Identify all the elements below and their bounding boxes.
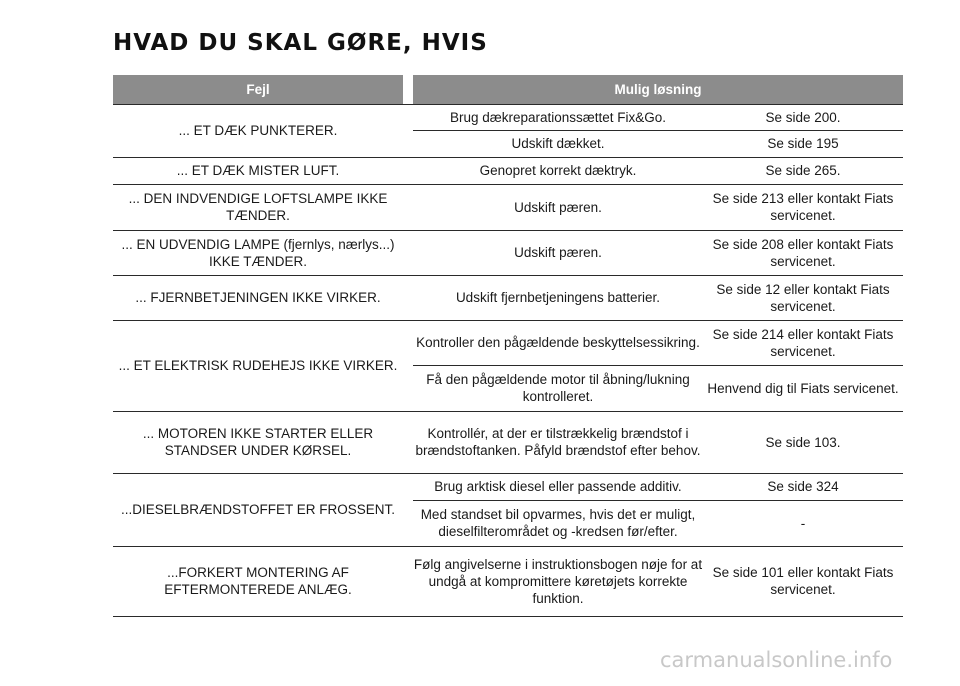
ref-cell: Se side 12 eller kontakt Fiats servicenet. (716, 281, 890, 314)
fault-cell: ...FORKERT MONTERING AF EFTERMONTEREDE ANLÆG. (164, 565, 352, 597)
page-title: HVAD DU SKAL GØRE, HVIS (113, 30, 488, 56)
action-cell: Med standset bil opvarmes, hvis det er muligt, dieselfilterområdet og -kredsen før/efter. (420, 507, 696, 539)
ref-cell: Se side 101 eller kontakt Fiats servicenet. (712, 565, 894, 597)
fault-cell: ... ET DÆK PUNKTERER. (178, 123, 338, 138)
action-cell: Kontrollér, at der er tilstrækkelig brændstof i brændstoftanken. Påfyld brændstof efter behov. (415, 426, 701, 458)
ref-cell: - (800, 515, 806, 531)
action-cell: Følg angivelserne i instruktionsbogen nøje for at undgå at kompromittere køretøjets korrekte funktion. (413, 556, 703, 606)
fault-cell: ... DEN INDVENDIGE LOFTSLAMPE IKKE TÆNDER. (128, 191, 388, 223)
ref-cell: Se side 195 (767, 136, 839, 151)
fault-cell: ... ET ELEKTRISK RUDEHEJS IKKE VIRKER. (118, 358, 398, 373)
action-cell: Brug arktisk diesel eller passende additiv. (434, 479, 682, 494)
ref-cell: Se side 265. (765, 163, 841, 178)
action-cell: Udskift dækket. (511, 136, 605, 151)
watermark: carmanualsonline.info (660, 648, 893, 672)
action-cell: Udskift pæren. (514, 199, 602, 215)
row-divider (113, 616, 903, 617)
action-cell: Kontroller den pågældende beskyttelsessikring. (416, 335, 700, 350)
fault-cell: ... EN UDVENDIG LAMPE (fjernlys, nærlys...) IKKE TÆNDER. (121, 236, 395, 269)
action-cell: Få den pågældende motor til åbning/lukning kontrolleret. (426, 372, 690, 404)
ref-cell: Se side 208 eller kontakt Fiats servicenet. (712, 236, 894, 269)
action-cell: Udskift pæren. (514, 245, 602, 260)
fault-cell: ... FJERNBETJENINGEN IKKE VIRKER. (135, 290, 381, 305)
action-cell: Brug dækreparationssættet Fix&Go. (449, 109, 667, 125)
header-divider (113, 104, 903, 105)
ref-cell: Se side 213 eller kontakt Fiats servicenet. (712, 191, 894, 223)
ref-cell: Henvend dig til Fiats servicenet. (707, 380, 899, 396)
fault-cell: ... MOTOREN IKKE STARTER ELLER STANDSER UNDER KØRSEL. (142, 426, 374, 458)
ref-cell: Se side 214 eller kontakt Fiats servicenet. (712, 326, 894, 359)
header-solution: Mulig løsning (413, 75, 903, 104)
fault-cell: ...DIESELBRÆNDSTOFFET ER FROSSENT. (120, 502, 396, 517)
ref-cell: Se side 103. (765, 434, 841, 450)
action-cell: Genopret korrekt dæktryk. (479, 163, 637, 178)
ref-cell: Se side 324 (767, 479, 839, 494)
fault-cell: ... ET DÆK MISTER LUFT. (176, 163, 340, 178)
ref-cell: Se side 200. (765, 109, 841, 125)
action-cell: Udskift fjernbetjeningens batterier. (455, 290, 661, 305)
header-fault: Fejl (113, 75, 403, 104)
